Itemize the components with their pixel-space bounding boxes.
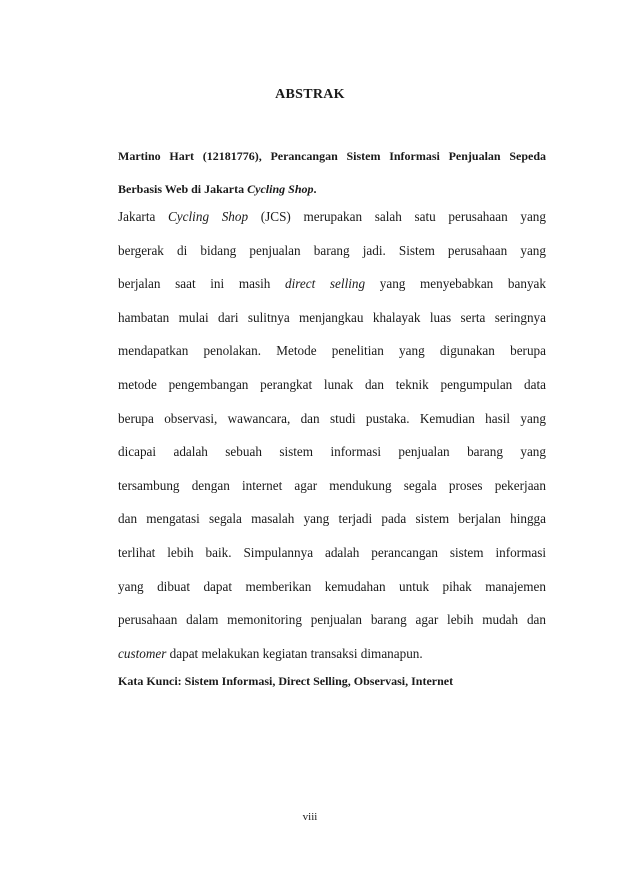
citation-italic: Cycling Shop [247,182,314,196]
body-line: yang dibuat dapat memberikan kemudahan untuk pihak manajemen [118,578,546,594]
body-line: dan mengatasi segala masalah yang terjadi pada sistem berjalan hingga [118,511,546,527]
body-line: perusahaan dalam memonitoring penjualan barang agar lebih mudah dan [118,612,546,628]
citation-text: Berbasis Web di Jakarta [118,182,248,196]
keywords: Kata Kunci: Sistem Informasi, Direct Selling, Observasi, Internet [118,674,454,688]
body-line: Jakarta Cycling Shop (JCS) merupakan salah satu perusahaan yang [118,209,546,224]
body-line: tersambung dengan internet agar mendukung segala proses pekerjaan [118,477,546,493]
body-line: berupa observasi, wawancara, dan studi pustaka. Kemudian hasil yang [118,410,546,426]
page-title: ABSTRAK [275,87,345,102]
body-line: dicapai adalah sebuah sistem informasi penjualan barang yang [118,444,546,460]
body-line: hambatan mulai dari sulitnya menjangkau khalayak luas serta seringnya [118,309,546,325]
citation-end: . [313,182,317,196]
author-citation [118,140,546,206]
body-line: berjalan saat ini masih direct selling yang menyebabkan banyak [118,276,546,292]
citation-line-1: Martino Hart (12181776), Perancangan Sistem Informasi Penjualan Sepeda [118,149,546,163]
page-number: viii [302,811,318,823]
body-line: terlihat lebih baik. Simpulannya adalah perancangan sistem informasi [118,544,546,560]
abstract-body [118,200,546,670]
body-line: customer dapat melakukan kegiatan transaksi dimanapun. [118,645,423,661]
body-line: mendapatkan penolakan. Metode penelitian yang digunakan berupa [118,343,546,359]
body-line: bergerak di bidang penjualan barang jadi. Sistem perusahaan yang [118,242,546,258]
body-line: metode pengembangan perangkat lunak dan teknik pengumpulan data [118,376,546,392]
